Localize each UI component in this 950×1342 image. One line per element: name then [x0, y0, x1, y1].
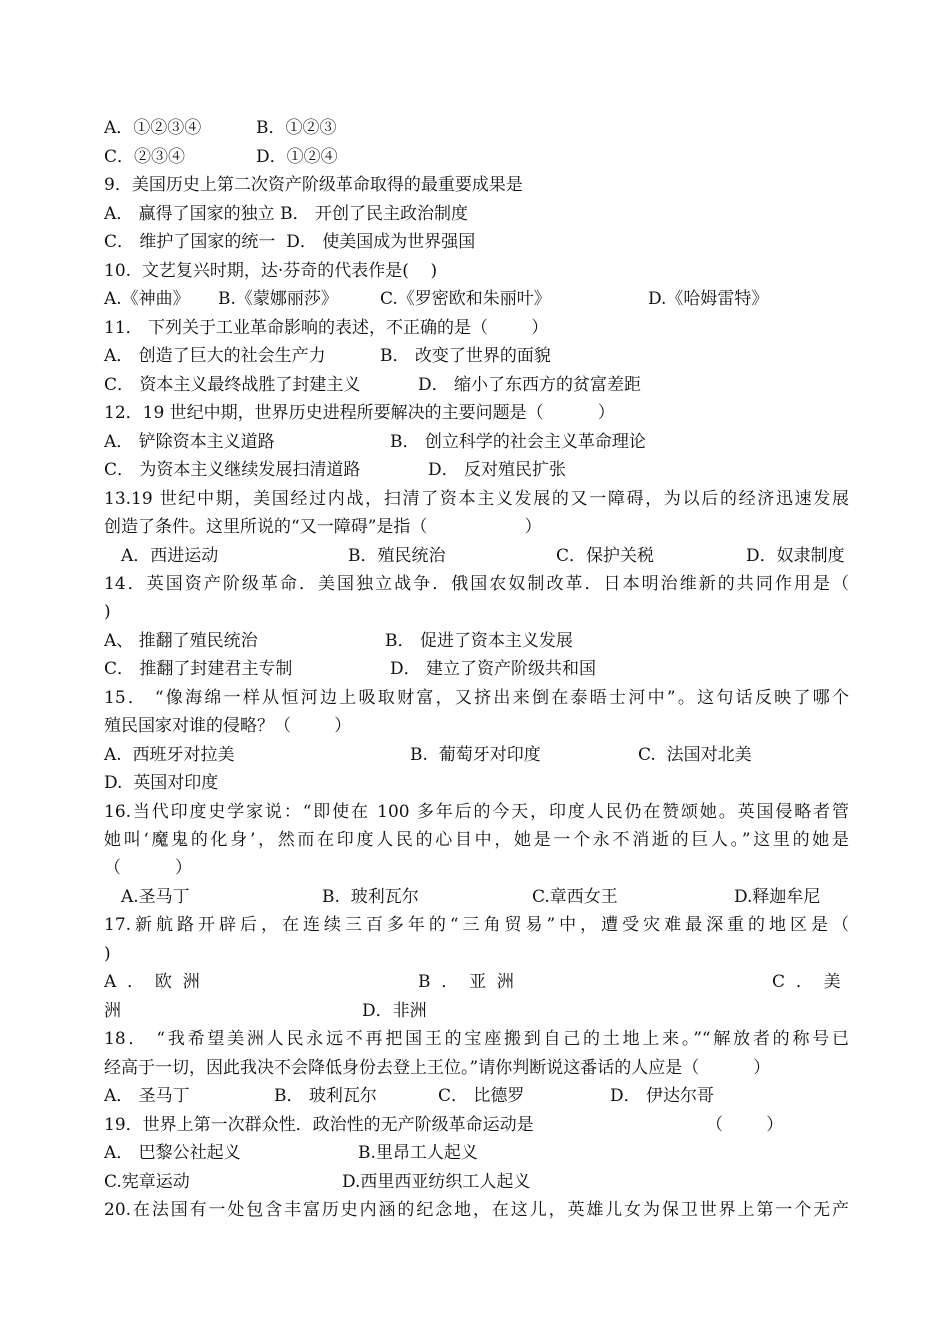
question-13-line1: 13.19 世纪中期，美国经过内战，扫清了资本主义发展的又一障碍，为以后的经济迅速发展	[104, 489, 849, 509]
question-16-line3: （ ）	[104, 858, 193, 878]
question-20-line1: 20.在法国有一处包含丰富历史内涵的纪念地，在这儿，英雄儿女为保卫世界上第一个无产	[104, 1200, 849, 1220]
q19-option-c: C.宪章运动	[104, 1172, 190, 1192]
q10-option-d: D.《哈姆雷特》	[648, 289, 769, 309]
q13-option-c: C．保护关税	[556, 546, 655, 566]
q11-option-a: A． 创造了巨大的社会生产力	[104, 346, 326, 366]
question-14-line1: 14．英国资产阶级革命．美国独立战争．俄国农奴制改革．日本明治维新的共同作用是（	[104, 574, 849, 594]
q8-option-c: C．②③④	[104, 147, 186, 167]
q10-option-b: B.《蒙娜丽莎》	[218, 289, 338, 309]
q13-option-d: D．奴隶制度	[746, 546, 845, 566]
q17-option-b: B ． 亚 洲	[418, 972, 514, 992]
question-16-line2: 她叫‘魔鬼的化身’，然而在印度人民的心目中，她是一个永不消逝的巨人。”这里的她是	[104, 830, 849, 850]
q14-option-b: B． 促进了资本主义发展	[385, 631, 573, 651]
question-18-line2: 经高于一切，因此我决不会降低身份去登上王位。”请你判断说这番话的人应是（ ）	[104, 1058, 771, 1078]
q19-option-a: A． 巴黎公社起义	[104, 1143, 241, 1163]
q16-option-c: C.章西女王	[532, 887, 618, 907]
q12-option-a: A． 铲除资本主义道路	[104, 432, 275, 452]
q8-option-d: D．①②④	[256, 147, 338, 167]
question-19: 19．世界上第一次群众性．政治性的无产阶级革命运动是	[104, 1115, 534, 1135]
q10-option-a: A.《神曲》	[104, 289, 190, 309]
q18-option-c: C． 比德罗	[438, 1086, 525, 1106]
q19-option-b: B.里昂工人起义	[358, 1143, 478, 1163]
q11-option-c: C． 资本主义最终战胜了封建主义	[104, 375, 361, 395]
question-12: 12．19 世纪中期，世界历史进程所要解决的主要问题是（ ）	[104, 403, 615, 423]
q11-option-b: B． 改变了世界的面貌	[380, 346, 551, 366]
q16-option-d: D.释迦牟尼	[734, 887, 821, 907]
q9-options-ab: A． 赢得了国家的独立 B． 开创了民主政治制度	[104, 204, 468, 224]
q12-option-c: C． 为资本主义继续发展扫清道路	[104, 460, 361, 480]
q14-option-c: C． 推翻了封建君主专制	[104, 659, 293, 679]
question-14-line2: )	[104, 602, 111, 622]
q17-option-a: A ． 欧 洲	[104, 972, 200, 992]
q17-option-d: D．非洲	[362, 1001, 427, 1021]
question-17-line1: 17.新航路开辟后，在连续三百多年的“三角贸易”中，遭受灾难最深重的地区是（	[104, 915, 849, 935]
question-15-line1: 15． “像海绵一样从恒河边上吸取财富，又挤出来倒在泰晤士河中”。这句话反映了哪个	[104, 688, 849, 708]
q8-option-b: B．①②③	[256, 118, 337, 138]
question-15-line2: 殖民国家对谁的侵略？（ ）	[104, 716, 352, 736]
q14-option-d: D． 建立了资产阶级共和国	[390, 659, 597, 679]
question-16-line1: 16.当代印度史学家说：“即使在 100 多年后的今天，印度人民仍在赞颂她。英国侵略者管	[104, 802, 849, 822]
q9-options-cd: C． 维护了国家的统一 D． 使美国成为世界强国	[104, 232, 476, 252]
q10-option-c: C.《罗密欧和朱丽叶》	[380, 289, 551, 309]
q13-option-b: B．殖民统治	[348, 546, 446, 566]
question-10: 10. 文艺复兴时期，达·芬奇的代表作是( )	[104, 261, 438, 281]
question-11: 11． 下列关于工业革命影响的表述，不正确的是（ ）	[104, 318, 549, 338]
question-19-blank: （ ）	[706, 1115, 784, 1135]
q11-option-d: D． 缩小了东西方的贫富差距	[418, 375, 642, 395]
question-13-line2: 创造了条件。这里所说的“又一障碍”是指（ ）	[104, 517, 542, 537]
q19-option-d: D.西里西亚纺织工人起义	[342, 1172, 531, 1192]
q17-option-c: C ． 美	[772, 972, 841, 992]
question-9: 9．美国历史上第二次资产阶级革命取得的最重要成果是	[104, 175, 523, 195]
question-18-line1: 18． “我希望美洲人民永远不再把国王的宝座搬到自己的土地上来。”“解放者的称号已	[104, 1029, 849, 1049]
q12-option-b: B． 创立科学的社会主义革命理论	[390, 432, 646, 452]
q15-option-d: D. 英国对印度	[104, 773, 219, 793]
q15-option-a: A. 西班牙对拉美	[104, 745, 235, 765]
q15-option-b: B. 葡萄牙对印度	[410, 745, 541, 765]
q18-option-a: A． 圣马丁	[104, 1086, 190, 1106]
q17-option-c-cont: 洲	[104, 1001, 121, 1021]
q16-option-b: B. 玻利瓦尔	[322, 887, 419, 907]
q13-option-a: A．西进运动	[121, 546, 219, 566]
q8-option-a: A．①②③④	[104, 118, 202, 138]
q18-option-b: B． 玻利瓦尔	[274, 1086, 377, 1106]
question-17-line2: )	[104, 944, 111, 964]
q16-option-a: A.圣马丁	[121, 887, 190, 907]
q18-option-d: D． 伊达尔哥	[610, 1086, 715, 1106]
q12-option-d: D． 反对殖民扩张	[428, 460, 567, 480]
q14-option-a: A、 推翻了殖民统治	[104, 631, 258, 651]
q15-option-c: C. 法国对北美	[638, 745, 752, 765]
